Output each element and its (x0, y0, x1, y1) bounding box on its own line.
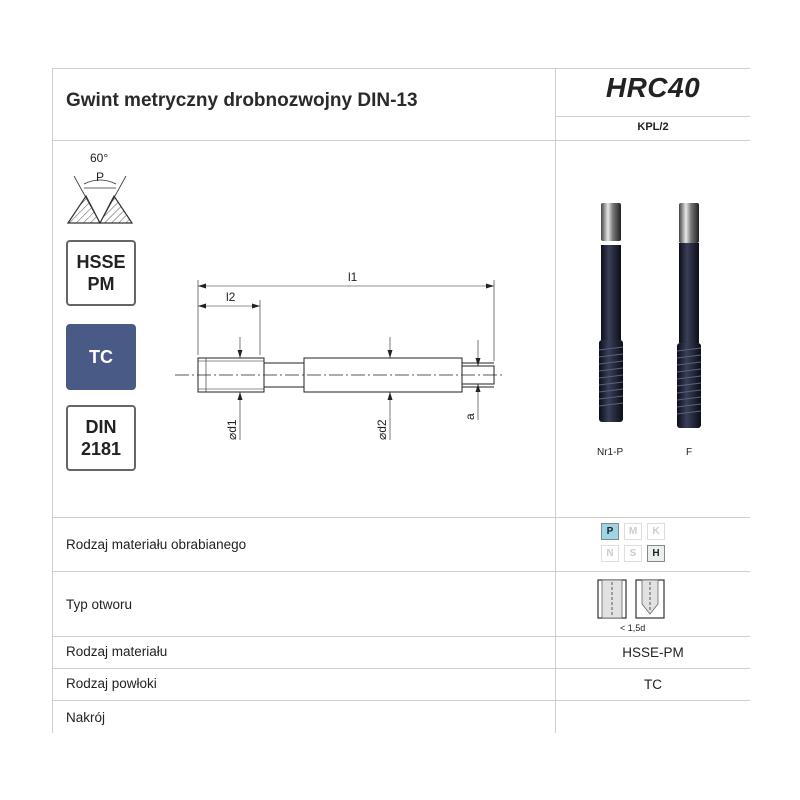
blind-hole-icon (636, 580, 664, 618)
through-hole-icon (598, 580, 626, 618)
thread-profile-icon (66, 148, 136, 228)
dim-a-label: a (463, 413, 477, 420)
dim-d2-label: ⌀d2 (375, 419, 389, 440)
material-chip-k: K (647, 523, 665, 540)
thread-angle-label: 60° (90, 151, 109, 165)
hole-type-icons (596, 578, 668, 622)
material-chip-m: M (624, 523, 642, 540)
row-value-coating: TC (644, 677, 662, 692)
thread-pitch-label: P (96, 170, 105, 184)
tap-nr1p-image (599, 203, 623, 422)
dim-d1-label: ⌀d1 (225, 419, 239, 440)
page-title: Gwint metryczny drobnozwojny DIN-13 (66, 90, 418, 111)
tap-label-f: F (686, 447, 693, 458)
tap-photos (585, 195, 715, 440)
tap-technical-drawing (170, 255, 510, 455)
product-code: KPL/2 (637, 121, 669, 133)
row-label-tool-material: Rodzaj materiału (66, 644, 168, 659)
material-chip-p: P (601, 523, 619, 540)
material-chip-s: S (624, 545, 642, 562)
material-chip-n: N (601, 545, 619, 562)
material-chip-h: H (647, 545, 665, 562)
hole-depth-caption: < 1,5d (620, 623, 646, 633)
coating-badge: TC (66, 324, 136, 390)
row-label-chamfer: Nakrój (66, 710, 106, 725)
dim-l2-label: l2 (226, 290, 236, 304)
standard-badge: DIN 2181 (66, 405, 136, 471)
material-badge: HSSE PM (66, 240, 136, 306)
dim-l1-label: l1 (348, 270, 358, 284)
row-label-coating: Rodzaj powłoki (66, 676, 157, 691)
tap-f-image (677, 203, 701, 428)
row-label-hole-type: Typ otworu (66, 597, 133, 612)
tap-label-nr1p: Nr1-P (597, 447, 624, 458)
row-label-workpiece-material: Rodzaj materiału obrabianego (66, 537, 247, 552)
row-value-tool-material: HSSE-PM (622, 645, 684, 660)
hardness-label: HRC40 (605, 72, 701, 103)
